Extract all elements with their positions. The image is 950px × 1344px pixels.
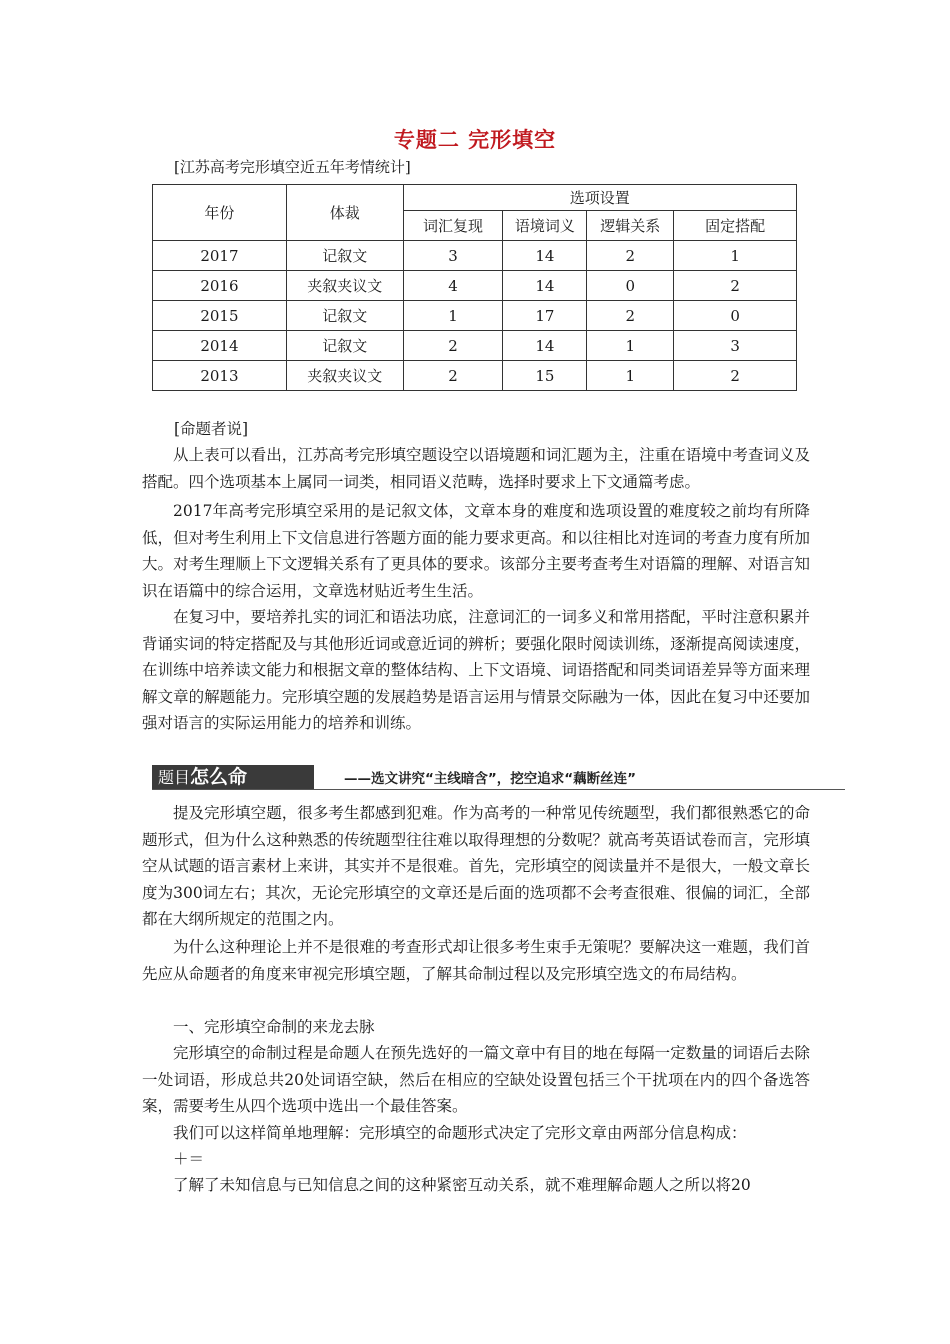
paragraph: 在复习中，要培养扎实的词汇和语法功底，注意词汇的一词多义和常用搭配，平时注意积累并背诵实词的特定搭配及与其他形近词或意近词的辨析；要强化限时阅读训练，逐渐提高阅读速度，在训练中培养读文能力和根据文章的整体结构、上下文语境、词语搭配和同类词语差异等方面来理解文章的解题能力。完形填空题的发展趋势是语言运用与情景交际融为一体，因此在复习中还要加强对语言的实际运用能力的培养和训练。 (142, 608, 810, 732)
cell-value: 1 (587, 331, 674, 361)
cell-genre: 夹叙夹议文 (286, 271, 403, 301)
section-heading: 一、完形填空命制的来龙去脉 (173, 1018, 375, 1036)
cell-year: 2015 (153, 301, 287, 331)
cell-value: 0 (674, 301, 797, 331)
cell-year: 2013 (153, 361, 287, 391)
header-options: 选项设置 (403, 185, 796, 211)
cell-value: 2 (674, 271, 797, 301)
cell-value: 14 (503, 331, 587, 361)
exam-stats-table (152, 184, 797, 391)
paragraph: 从上表可以看出，江苏高考完形填空题设空以语境题和词汇题为主，注重在语境中考查词义及搭配。四个选项基本上属同一词类，相同语义范畴，选择时要求上下文通篇考虑。 (142, 446, 810, 491)
cell-genre: 记叙文 (286, 301, 403, 331)
cell-value: 1 (403, 301, 503, 331)
cell-value: 2 (674, 361, 797, 391)
banner-label-emphasis: 怎么命 (190, 766, 248, 788)
header-genre: 体裁 (286, 185, 403, 241)
cell-value: 17 (503, 301, 587, 331)
page-title: 专题二 完形填空 (393, 128, 557, 152)
banner-rule (152, 789, 845, 790)
subheader-cell: 词汇复现 (403, 211, 503, 241)
table-caption: [江苏高考完形填空近五年考情统计] (174, 158, 411, 176)
table-row (153, 331, 797, 361)
banner-subtitle: ——选文讲究“主线暗含”，挖空追求“藕断丝连” (344, 771, 636, 787)
cell-value: 3 (674, 331, 797, 361)
table-row (153, 241, 797, 271)
cell-value: 2 (587, 241, 674, 271)
section-banner (152, 765, 845, 790)
cell-value: 3 (403, 241, 503, 271)
table-row (153, 271, 797, 301)
formula-line: ＋＝ (173, 1150, 205, 1168)
cell-value: 15 (503, 361, 587, 391)
cell-genre: 夹叙夹议文 (286, 361, 403, 391)
table-row (153, 361, 797, 391)
subheader-cell: 固定搭配 (674, 211, 797, 241)
subheader-cell: 逻辑关系 (587, 211, 674, 241)
cell-value: 0 (587, 271, 674, 301)
cell-year: 2017 (153, 241, 287, 271)
cell-year: 2016 (153, 271, 287, 301)
paragraph: 了解了未知信息与已知信息之间的这种紧密互动关系，就不难理解命题人之所以将20 (173, 1176, 751, 1194)
cell-value: 4 (403, 271, 503, 301)
cell-genre: 记叙文 (286, 241, 403, 271)
banner-label (152, 765, 314, 789)
paragraph: 我们可以这样简单地理解：完形填空的命题形式决定了完形文章由两部分信息构成： (173, 1124, 747, 1142)
section-label: [命题者说] (174, 420, 249, 438)
cell-value: 14 (503, 241, 587, 271)
paragraph: 2017年高考完形填空采用的是记叙文体，文章本身的难度和选项设置的难度较之前均有所降低，但对考生利用上下文信息进行答题方面的能力要求更高。和以往相比对连词的考查力度有所加大。对考生理顺上下文逻辑关系有了更具体的要求。该部分主要考查考生对语篇的理解、对语言知识在语篇中的综合运用，文章选材贴近考生生活。 (142, 502, 810, 600)
cell-value: 1 (587, 361, 674, 391)
cell-value: 2 (587, 301, 674, 331)
header-year: 年份 (153, 185, 287, 241)
cell-value: 1 (674, 241, 797, 271)
paragraph: 为什么这种理论上并不是很难的考查形式却让很多考生束手无策呢？要解决这一难题，我们首先应从命题者的角度来审视完形填空题，了解其命制过程以及完形填空选文的布局结构。 (142, 938, 810, 983)
cell-genre: 记叙文 (286, 331, 403, 361)
paragraph: 提及完形填空题，很多考生都感到犯难。作为高考的一种常见传统题型，我们都很熟悉它的命题形式，但为什么这种熟悉的传统题型往往难以取得理想的分数呢？就高考英语试卷而言，完形填空从试题的语言素材上来讲，其实并不是很难。首先，完形填空的阅读量并不是很大，一般文章长度为300词左右；其次，无论完形填空的文章还是后面的选项都不会考查很难、很偏的词汇，全部都在大纲所规定的范围之内。 (142, 804, 810, 928)
cell-value: 2 (403, 331, 503, 361)
banner-label-prefix: 题目 (158, 768, 191, 787)
paragraph: 完形填空的命制过程是命题人在预先选好的一篇文章中有目的地在每隔一定数量的词语后去除一处词语，形成总共20处词语空缺，然后在相应的空缺处设置包括三个干扰项在内的四个备选答案，需要考生从四个选项中选出一个最佳答案。 (142, 1044, 810, 1115)
table-row (153, 301, 797, 331)
table-header-row (153, 185, 797, 211)
cell-value: 2 (403, 361, 503, 391)
subheader-cell: 语境词义 (503, 211, 587, 241)
cell-value: 14 (503, 271, 587, 301)
cell-year: 2014 (153, 331, 287, 361)
